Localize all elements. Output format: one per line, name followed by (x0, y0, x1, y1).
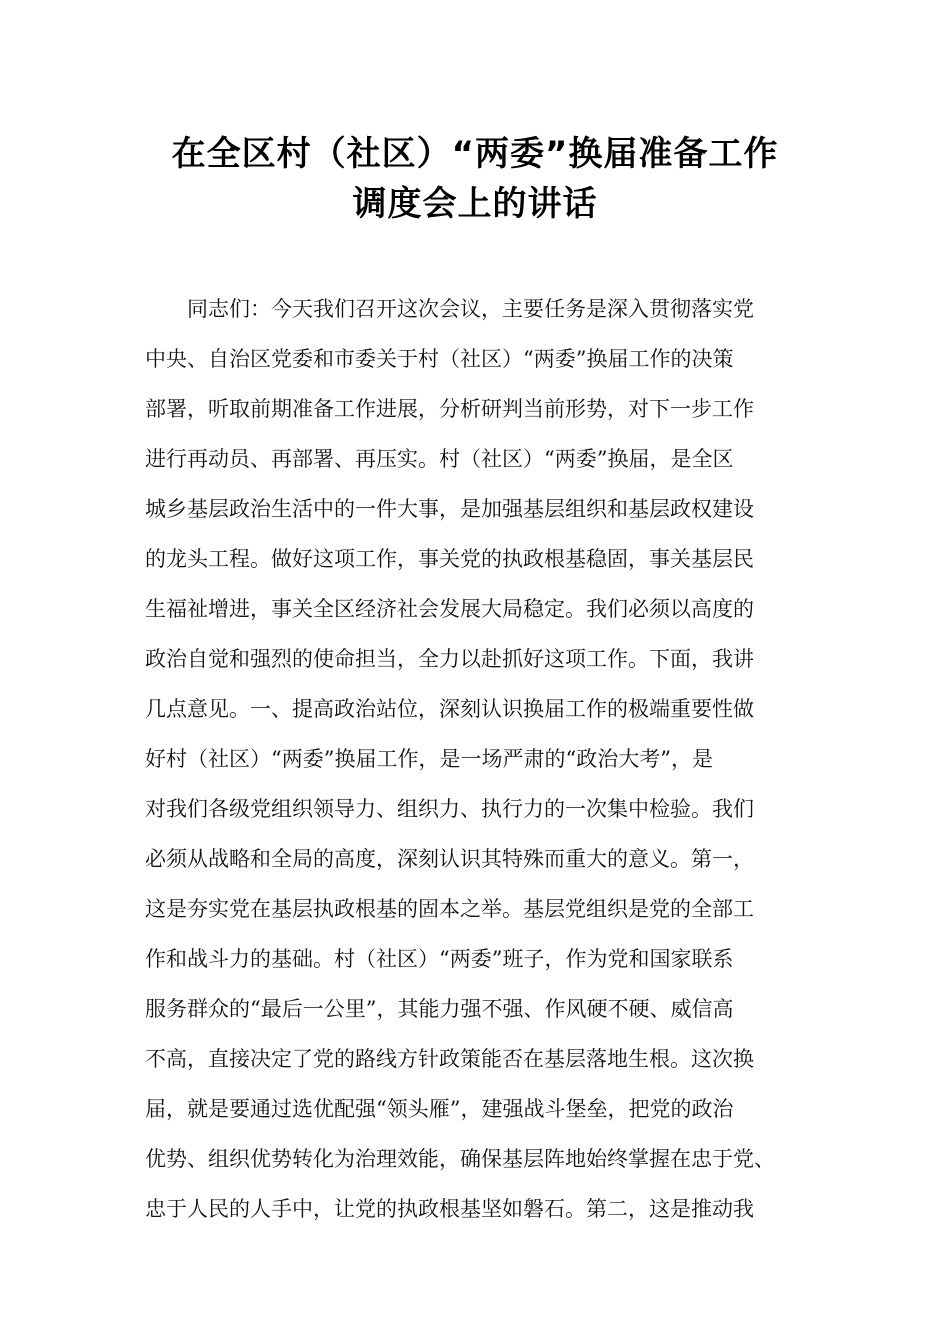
body-line: 不高，直接决定了党的路线方针政策能否在基层落地生根。这次换 (145, 1047, 754, 1071)
body-line: 城乡基层政治生活中的一件大事，是加强基层组织和基层政权建设 (145, 497, 754, 521)
body-line: 忠于人民的人手中，让党的执政根基坚如磐石。第二，这是推动我 (145, 1197, 754, 1221)
body-line: 的龙头工程。做好这项工作，事关党的执政根基稳固，事关基层民 (145, 547, 754, 571)
body-line: 优势、组织优势转化为治理效能，确保基层阵地始终掌握在忠于党、 (145, 1147, 775, 1171)
body-line: 届，就是要通过选优配强“领头雁”，建强战斗堡垒，把党的政治 (145, 1097, 734, 1121)
body-line: 作和战斗力的基础。村（社区）“两委”班子，作为党和国家联系 (145, 947, 734, 971)
body-line: 中央、自治区党委和市委关于村（社区）“两委”换届工作的决策 (145, 347, 734, 371)
document-body (145, 284, 835, 1234)
body-line: 几点意见。一、提高政治站位，深刻认识换届工作的极端重要性做 (145, 697, 754, 721)
body-line: 政治自觉和强烈的使命担当，全力以赴抓好这项工作。下面，我讲 (145, 647, 754, 671)
body-line: 服务群众的“最后一公里”，其能力强不强、作风硬不硬、威信高 (145, 997, 734, 1021)
body-line: 生福祉增进，事关全区经济社会发展大局稳定。我们必须以高度的 (145, 597, 754, 621)
body-line: 必须从战略和全局的高度，深刻认识其特殊而重大的意义。第一， (145, 847, 754, 871)
document-title-line-1: 在全区村（社区）“两委”换届准备工作 (171, 134, 779, 174)
body-line: 这是夯实党在基层执政根基的固本之举。基层党组织是党的全部工 (145, 897, 754, 921)
body-line: 部署，听取前期准备工作进展，分析研判当前形势，对下一步工作 (145, 397, 754, 421)
document-title-line-2: 调度会上的讲话 (352, 184, 598, 224)
body-line: 对我们各级党组织领导力、组织力、执行力的一次集中检验。我们 (145, 797, 754, 821)
body-line: 进行再动员、再部署、再压实。村（社区）“两委”换届，是全区 (145, 447, 734, 471)
body-line: 同志们：今天我们召开这次会议，主要任务是深入贯彻落实党 (187, 297, 754, 321)
body-line: 好村（社区）“两委”换届工作，是一场严肃的“政治大考”，是 (145, 747, 713, 771)
